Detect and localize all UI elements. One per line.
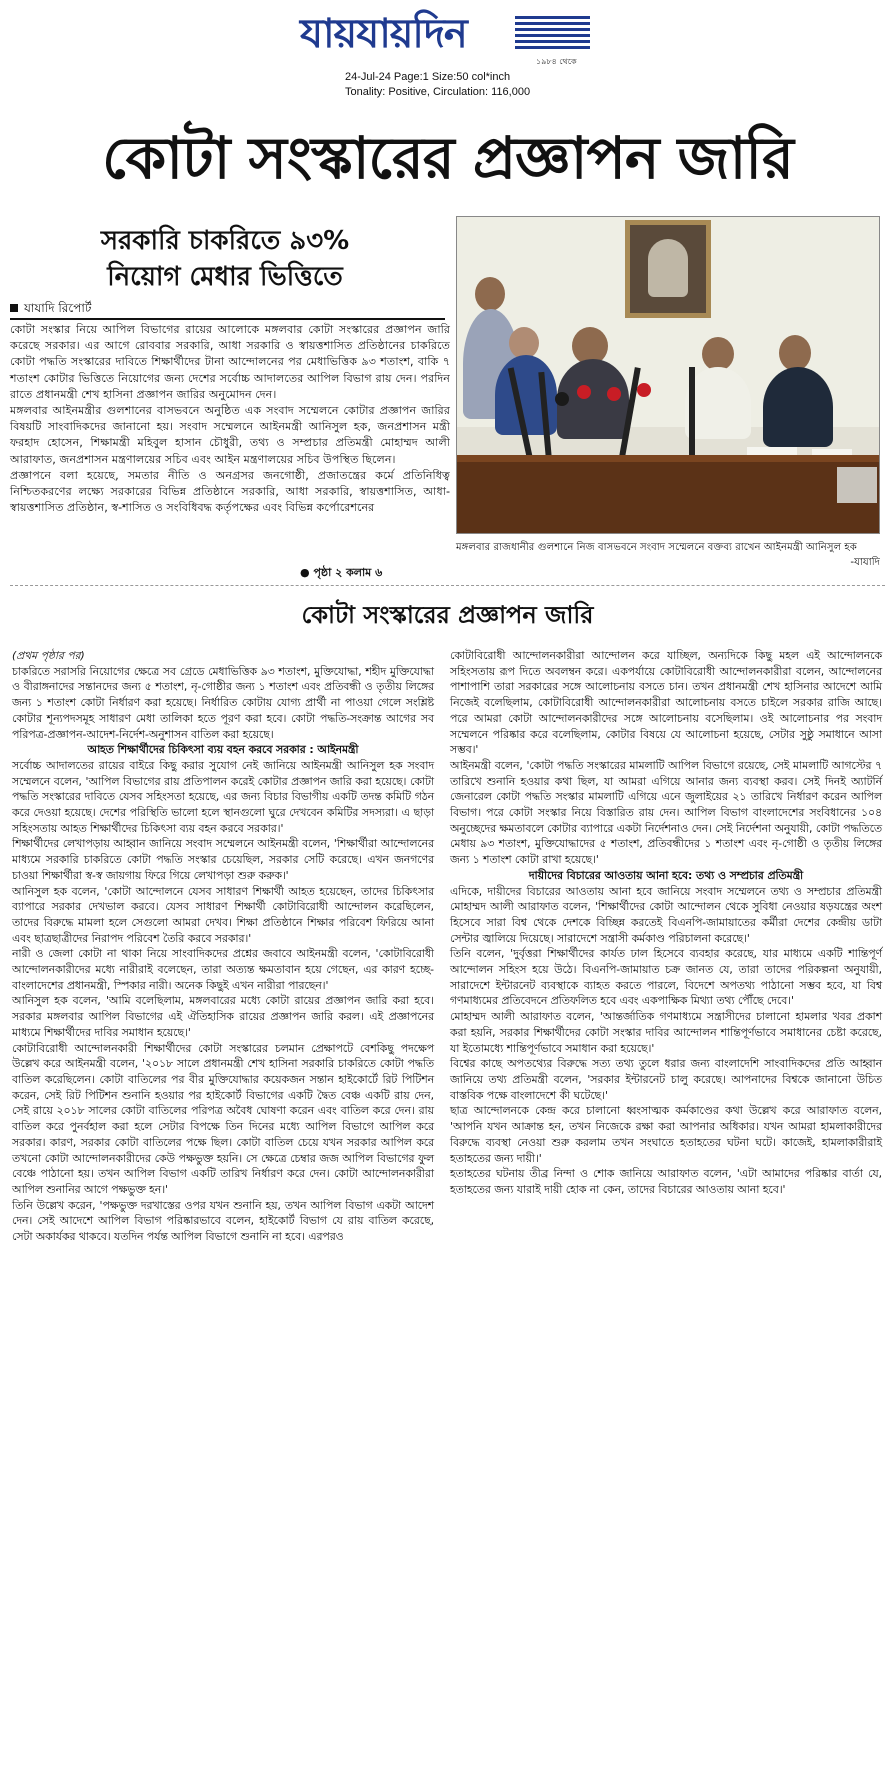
- sub-headline-line1: সরকারি চাকরিতে ৯৩%: [100, 226, 350, 256]
- continuation-from: (প্রথম পৃষ্ঠার পর): [12, 649, 85, 662]
- body-paragraph: সর্বোচ্চ আদালতের রায়ের বাইরে কিছু করার সুযোগ নেই জানিয়ে আইনমন্ত্রী আনিসুল হক সংবাদ সম্মেলনে বলেন, 'আপিল বিভাগের রায় প্রতিপালন করেই কোটার প্রজ্ঞাপন জারি করা হয়েছে। কোটা পদ্ধতি সংস্কারের দাবিতে যেসব সহিংসতা হয়েছে, এর জন্য বিচার বিভাগীয় একটি তদন্ত কমিটি গঠন করে দেওয়া হয়েছে। দেশের পরিস্থিতি ভালো হলে স্থানগুলো ঘুরে দেখবেন কমিটির সদস্যরা। এ ছাড়া সহিংসতায় আহত শিক্ষার্থীদের চিকিৎসা ব্যয় বহন করবে সরকার।': [12, 758, 434, 835]
- clip-meta-line2: Tonality: Positive, Circulation: 116,000: [345, 86, 531, 98]
- jump-line: [300, 564, 382, 583]
- masthead-since: ১৯৮৪ থেকে: [536, 57, 577, 66]
- body-paragraph: কোটাবিরোধী আন্দোলনকারীরা আন্দোলন করে যাচ্ছিল, অন্যদিকে কিছু মহল এই আন্দোলনকে সহিংসতায় রূপ দিতে অবলম্বন করে। একপর্যায়ে কোটাবিরোধী আন্দোলনকারীরা বলেন, আন্দোলনের পাশাপাশি তারা সরকারের সঙ্গে আলোচনায় বসতে চান। তখন প্রধানমন্ত্রী শেখ হাসিনার আদেশে আমি নিজেই বলেছিলাম, কোটাবিরোধী আন্দোলনকারীরা আলোচনায় বসতে চাইলে সরকার রাজি আছে। পরে আমরা কোটা আন্দোলনকারীদের সঙ্গে আলোচনায় বসেছিলাম। ওই আলোচনার পর সংবাদ সম্মেলনে পরিষ্কার করে বলেছিলাম, কোটার বিষয়ে যে আলোচনা হয়েছে, সেটার সুষ্ঠু সমাধানে আসা সম্ভব।': [450, 649, 882, 757]
- sub-headline: [10, 223, 440, 295]
- continuation-column-1: [12, 648, 434, 1245]
- section-divider: [10, 585, 885, 586]
- body-paragraph: শিক্ষার্থীদের লেখাপড়ায় আহ্বান জানিয়ে সংবাদ সম্মেলনে আইনমন্ত্রী বলেন, 'শিক্ষার্থীরা আন্দোলনের মাধ্যমে সরকারি চাকরিতে কোটা পদ্ধতি সংস্কার চেয়েছিল, সরকার সেটি করেছে। এখন জনগণের চাওয়া শিক্ষার্থীরা স্ব-স্ব জায়গায় ফিরে গিয়ে লেখাপড়া শুরু করুক।': [12, 837, 434, 882]
- body-paragraph: মোহাম্মদ আলী আরাফাত বলেন, 'আন্তর্জাতিক গণমাধ্যমে সন্ত্রাসীদের চালানো হামলার খবর প্রকাশ করা হয়নি, সরকার শিক্ষার্থীদের কোটা সংস্কার দাবির আন্দোলন শান্তিপূর্ণভাবে সমাধানের চেষ্টা করেছে, যা ইতোমধ্যে শান্তিপূর্ণভাবে সমাধান করা হয়েছে।': [450, 1010, 882, 1055]
- main-headline: কোটা সংস্কারের প্রজ্ঞাপন জারি: [102, 124, 793, 192]
- sub-headline-line2: নিয়োগ মেধার ভিত্তিতে: [107, 262, 343, 292]
- body-paragraph: আনিসুল হক বলেন, 'আমি বলেছিলাম, মঙ্গলবারের মধ্যে কোটা রায়ের প্রজ্ঞাপন জারি করা হবে। সরকার মঙ্গলবার আপিল বিভাগের এই ঐতিহাসিক রায়ের প্রজ্ঞাপন জারি করল। এই প্রজ্ঞাপনের মাধ্যমে শিক্ষার্থীদের দাবির সমাধান হয়েছে।': [12, 994, 434, 1039]
- caption-text: মঙ্গলবার রাজধানীর গুলশানে নিজ বাসভবনে সংবাদ সম্মেলনে বক্তব্য রাখেন আইনমন্ত্রী আনিসুল হক: [456, 542, 857, 553]
- photo-caption: [456, 540, 880, 570]
- body-paragraph: এদিকে, দায়ীদের বিচারের আওতায় আনা হবে জানিয়ে সংবাদ সম্মেলনে তথ্য ও সম্প্রচার প্রতিমন্ত্রী মোহাম্মদ আলী আরাফাত বলেন, 'শিক্ষার্থীদের কোটা আন্দোলন থেকে সুবিধা নেওয়ার ষড়যন্ত্রের অংশ হিসেবে সারা বিশ্ব থেকে দেশকে বিচ্ছিন্ন করতেই বিএনপি-জামায়াতের কর্মীরা দেশের কেন্দ্রীয় ডাটা সেন্টার জ্বালিয়ে দিয়েছে। সারাদেশে সন্ত্রাসী কর্মকাণ্ড পরিচালনা করেছে।': [450, 884, 882, 945]
- lead-paragraph: কোটা সংস্কার নিয়ে আপিল বিভাগের রায়ের আলোকে মঙ্গলবার কোটা সংস্কারের প্রজ্ঞাপন জারি করেছে সরকার। এর আগে রোববার সরকারি, আধা সরকারি ও স্বায়ত্তশাসিত প্রতিষ্ঠানের চাকরিতে কোটা পদ্ধতি সংস্কারের দাবিতে শিক্ষার্থীদের টানা আন্দোলনের পর মেধাভিত্তিক ৯৩ শতাংশ, বাকি ৭ শতাংশ কোটার ভিত্তিতে নিয়োগের জন্য দেশের সর্বোচ্চ আদালতের আপিল বিভাগ রায় দেন। পরদিন রাতে প্রধানমন্ত্রী শেখ হাসিনা প্রজ্ঞাপন জারির অনুমোদন দেন।: [10, 323, 450, 401]
- body-paragraph: তিনি উল্লেখ করেন, 'পক্ষভুক্ত দরখাস্তের ওপর যখন শুনানি হয়, তখন আপিল বিভাগ একটা আদেশ দেন। সেই আদেশে আপিল বিভাগ পরিষ্কারভাবে বলেন, হাইকোর্ট বিভাগ যে রায় বাতিল করেছে, সেটা অকার্যকর থাকবে। যতদিন পর্যন্ত আপিল বিভাগে শুনানি না হবে। এরপরও: [12, 1198, 434, 1244]
- byline: [10, 300, 445, 320]
- body-paragraph: বিশ্বের কাছে অপতথ্যের বিরুদ্ধে সত্য তথ্য তুলে ধরার জন্য বাংলাদেশি সাংবাদিকদের প্রতি আহ্বান জানিয়ে তথ্য প্রতিমন্ত্রী বলেন, 'সরকার ইন্টারনেট চালু করেছে। আপনাদের বিশ্বকে জানানো উচিত বাস্তবিক পক্ষে বাংলাদেশে কী ঘটেছে।': [450, 1057, 882, 1102]
- lead-text: [10, 322, 450, 516]
- body-paragraph: তিনি বলেন, 'দুর্বৃত্তরা শিক্ষার্থীদের কার্যত ঢাল হিসেবে ব্যবহার করেছে, যার মাধ্যমে একটি শান্তিপূর্ণ আন্দোলন সহিংস হয়ে উঠে। বিএনপি-জামায়াত চক্র জানত যে, তারা তাদের পরিকল্পনা অনুযায়ী, সারাদেশে ইন্টারনেট ব্যবস্থাকে ব্যাহত করতে পারলে, বিদেশে অপতথ্য পাঠানো সম্ভব হবে, যা বিশ্ব গণমাধ্যমের প্রতিবেদনে প্রতিফলিত হবে এবং একপাক্ষিক মিথ্যা তথ্য পৌঁছে দেবে।': [450, 947, 882, 1008]
- photo-credit: -যাযাদি: [850, 557, 880, 568]
- section-subheading: আহত শিক্ষার্থীদের চিকিৎসা ব্যয় বহন করবে সরকার : আইনমন্ত্রী: [87, 743, 359, 757]
- continuation-headline: কোটা সংস্কারের প্রজ্ঞাপন জারি: [301, 601, 594, 629]
- continuation-column-2: [450, 648, 882, 1198]
- body-paragraph: কোটাবিরোধী আন্দোলনকারী শিক্ষার্থীদের কোটা সংস্কারের চলমান প্রেক্ষাপটে বেশকিছু পদক্ষেপ উল্লেখ করে আইনমন্ত্রী বলেন, '২০১৮ সালে প্রধানমন্ত্রী শেখ হাসিনা সরকারি চাকরিতে কোটা পদ্ধতি বাতিল করেছিলেন। কোটা বাতিলের পর বীর মুক্তিযোদ্ধার কয়েকজন সন্তান হাইকোর্টে রিট পিটিশন করেন, সেই রিট পিটিশন শুনানি হওয়ার পর হাইকোর্ট বিভাগের একটি দ্বৈত বেঞ্চ একটি রায় দেন, সেই রায়ে ২০১৮ সালের কোটা বাতিলের পরিপত্র অবৈধ ঘোষণা করেন এবং বাতিল করে দেন। রায় বাতিল করে পুনর্বহাল করা হলে সেটার বিপক্ষে তিন দিনের মধ্যে আপিল বিভাগে আপিল করে সরকার। কারণ, সরকার কোটা বাতিলের পক্ষে ছিল। কোটা বাতিল চেয়ে যখন সরকার আপিল করে তখনো কোটা আন্দোলনকারীদের কেউ পক্ষভুক্ত হয়নি। সে ক্ষেত্রে চেম্বার জজ আপিল বিভাগের ফুল বেঞ্চে পাঠানো হয়। তখন আপিল বিভাগ একটি তারিখ নির্ধারণ করে দেন। কোটা আন্দোলনকারীরা আপিল শুনানির আগে পক্ষভুক্ত হন।': [12, 1041, 434, 1196]
- body-paragraph: হতাহতের ঘটনায় তীব্র নিন্দা ও শোক জানিয়ে আরাফাত বলেন, 'এটা আমাদের পরিষ্কার বার্তা যে, হতাহতের জন্য যারাই দায়ী হোক না কেন, তাদের বিচারের আওতায় আনা হবে।': [450, 1167, 882, 1196]
- clip-meta: [345, 70, 530, 100]
- body-paragraph: আনিসুল হক বলেন, 'কোটা আন্দোলনে যেসব সাধারণ শিক্ষার্থী আহত হয়েছেন, তাদের চিকিৎসার ব্যাপারে সরকার দেখভাল করবে। যেসব সাধারণ শিক্ষার্থী কোটাবিরোধী আন্দোলন করেছিলেন, তাদের বিরুদ্ধে মামলা হলে সেগুলো আমরা দেখব। শিক্ষা প্রতিষ্ঠানে শিক্ষার পরিবেশ ফিরিয়ে আনা এবং ছাত্রছাত্রীদের নিরাপদ পরিবেশ তৈরি করবে সরকার।': [12, 884, 434, 945]
- byline-square-icon: [10, 304, 18, 312]
- section-subheading: দায়ীদের বিচারের আওতায় আনা হবে: তথ্য ও সম্প্রচার প্রতিমন্ত্রী: [528, 868, 804, 882]
- jump-text: পৃষ্ঠা ২ কলাম ৬: [313, 566, 383, 579]
- press-conference-photo: [456, 216, 880, 534]
- clip-meta-line1: 24-Jul-24 Page:1 Size:50 col*inch: [345, 71, 511, 83]
- body-paragraph: আইনমন্ত্রী বলেন, 'কোটা পদ্ধতি সংস্কারের মামলাটি আপিল বিভাগে রয়েছে, সেই মামলাটি আগস্টের ৭ তারিখে শুনানি হওয়ার কথা ছিল, যা আমরা এগিয়ে আনার জন্য ব্যবস্থা করব। সেই দিনই অ্যাটর্নি জেনারেল কোটা পদ্ধতি সংস্কার মামলাটি এগিয়ে এনে জুলাইয়ের ২১ তারিখে নির্ধারণ করেন আপিল বিভাগ। পরে কোটা সংস্কার নিয়ে বিস্তারিত রায় দেন। আপিল বিভাগ বাংলাদেশের সংবিধানের ১০৪ অনুচ্ছেদের ক্ষমতাবলে কোটার ব্যাপারে একটা নির্দেশনাও দেন। সেই নির্দেশনা অনুযায়ী, কোটা পদ্ধতিতে মেধায় ৯৩ শতাংশ, মুক্তিযোদ্ধাদের ৫ শতাংশ, প্রতিবন্ধীদের ১ শতাংশ এবং নৃ-গোষ্ঠী ও তৃতীয় লিঙ্গের জন্য ১ শতাংশ কোটা রাখা হয়েছে।': [450, 758, 882, 867]
- byline-text: যাযাদি রিপোর্ট: [24, 301, 92, 315]
- body-paragraph: ছাত্র আন্দোলনকে কেন্দ্র করে চালানো ধ্বংসাত্মক কর্মকাণ্ডের কথা উল্লেখ করে আরাফাত বলেন, 'আপনি যখন আক্রান্ত হন, তখন নিজেকে রক্ষা করা আপনার অধিকার। যখন আমরা হামলাকারীদের বিরুদ্ধে ব্যবস্থা নেওয়া শুরু করলাম তখন সংঘাতে হতাহতের ঘটনা ঘটে। কাজেই, হামলাকারীরাই হতাহতের জন্য দায়ী।': [450, 1104, 882, 1165]
- portrait-frame: [625, 220, 711, 318]
- masthead-lines: [515, 16, 590, 56]
- masthead-logo: [300, 8, 590, 66]
- jump-bullet-icon: ●: [300, 566, 314, 579]
- lead-paragraph: মঙ্গলবার আইনমন্ত্রীর গুলশানের বাসভবনে অনুষ্ঠিত এক সংবাদ সম্মেলনে কোটার প্রজ্ঞাপন জারির বিষয়টি সাংবাদিকদের জানানো হয়। সংবাদ সম্মেলনে আইনমন্ত্রী আনিসুল হক, জনপ্রশাসন মন্ত্রী ফরহাদ হোসেন, শিক্ষামন্ত্রী মহিবুল হাসান চৌধুরী, তথ্য ও সম্প্রচার প্রতিমন্ত্রী মোহাম্মদ আলী আরাফাত, জনপ্রশাসন মন্ত্রণালয়ের সচিব এবং আইন মন্ত্রণালয়ের সচিব উপস্থিত ছিলেন।: [10, 404, 450, 466]
- masthead-name: যায়যায়দিন: [300, 11, 467, 57]
- body-paragraph: চাকরিতে সরাসরি নিয়োগের ক্ষেত্রে সব গ্রেডে মেধাভিত্তিক ৯৩ শতাংশ, মুক্তিযোদ্ধা, শহীদ মুক্তিযোদ্ধা ও বীরাঙ্গনাদের সন্তানদের জন্য ৫ শতাংশ, নৃ-গোষ্ঠীর জন্য ১ শতাংশ এবং প্রতিবন্ধী ও তৃতীয় লিঙ্গের জন্য ১ শতাংশ কোটা নির্ধারণ করা হয়েছে। নির্ধারিত কোটায় যোগ্য প্রার্থী না পাওয়া গেলে সংশ্লিষ্ট কোটার শূন্যপদসমূহ সাধারণ মেধা তালিকা হতে পূরণ করা হবে। কোটা পদ্ধতি-সংক্রান্ত আগের সব পরিপত্র-প্রজ্ঞাপন-আদেশ-নির্দেশ-অনুশাসন বাতিল করা হয়েছে।: [12, 664, 434, 741]
- body-paragraph: নারী ও জেলা কোটা না থাকা নিয়ে সাংবাদিকদের প্রশ্নের জবাবে আইনমন্ত্রী বলেন, 'কোটাবিরোধী আন্দোলনকারীদের মধ্যে নারীরাই বলেছেন, তারা অত্যন্ত ক্ষমতাবান হয়ে গেছেন, এর কারণ হচ্ছে- বাংলাদেশের প্রধানমন্ত্রী, স্পিকার নারী। অনেক কিছুই এখন নারীরা পারছেন।': [12, 947, 435, 992]
- lead-paragraph: প্রজ্ঞাপনে বলা হয়েছে, সমতার নীতি ও অনগ্রসর জনগোষ্ঠী, প্রজাতন্ত্রের কর্মে প্রতিনিধিত্ব নিশ্চিতকরণের লক্ষ্যে সরকারের বিভিন্ন প্রতিষ্ঠানে সরকারি, আধা সরকারি, স্বায়ত্তশাসিত, আধা-স্বায়ত্তশাসিত প্রতিষ্ঠান, স্ব-শাসিত ও সংবিধিবদ্ধ কর্তৃপক্ষের এবং বিভিন্ন কর্পোরেশনের: [10, 468, 450, 515]
